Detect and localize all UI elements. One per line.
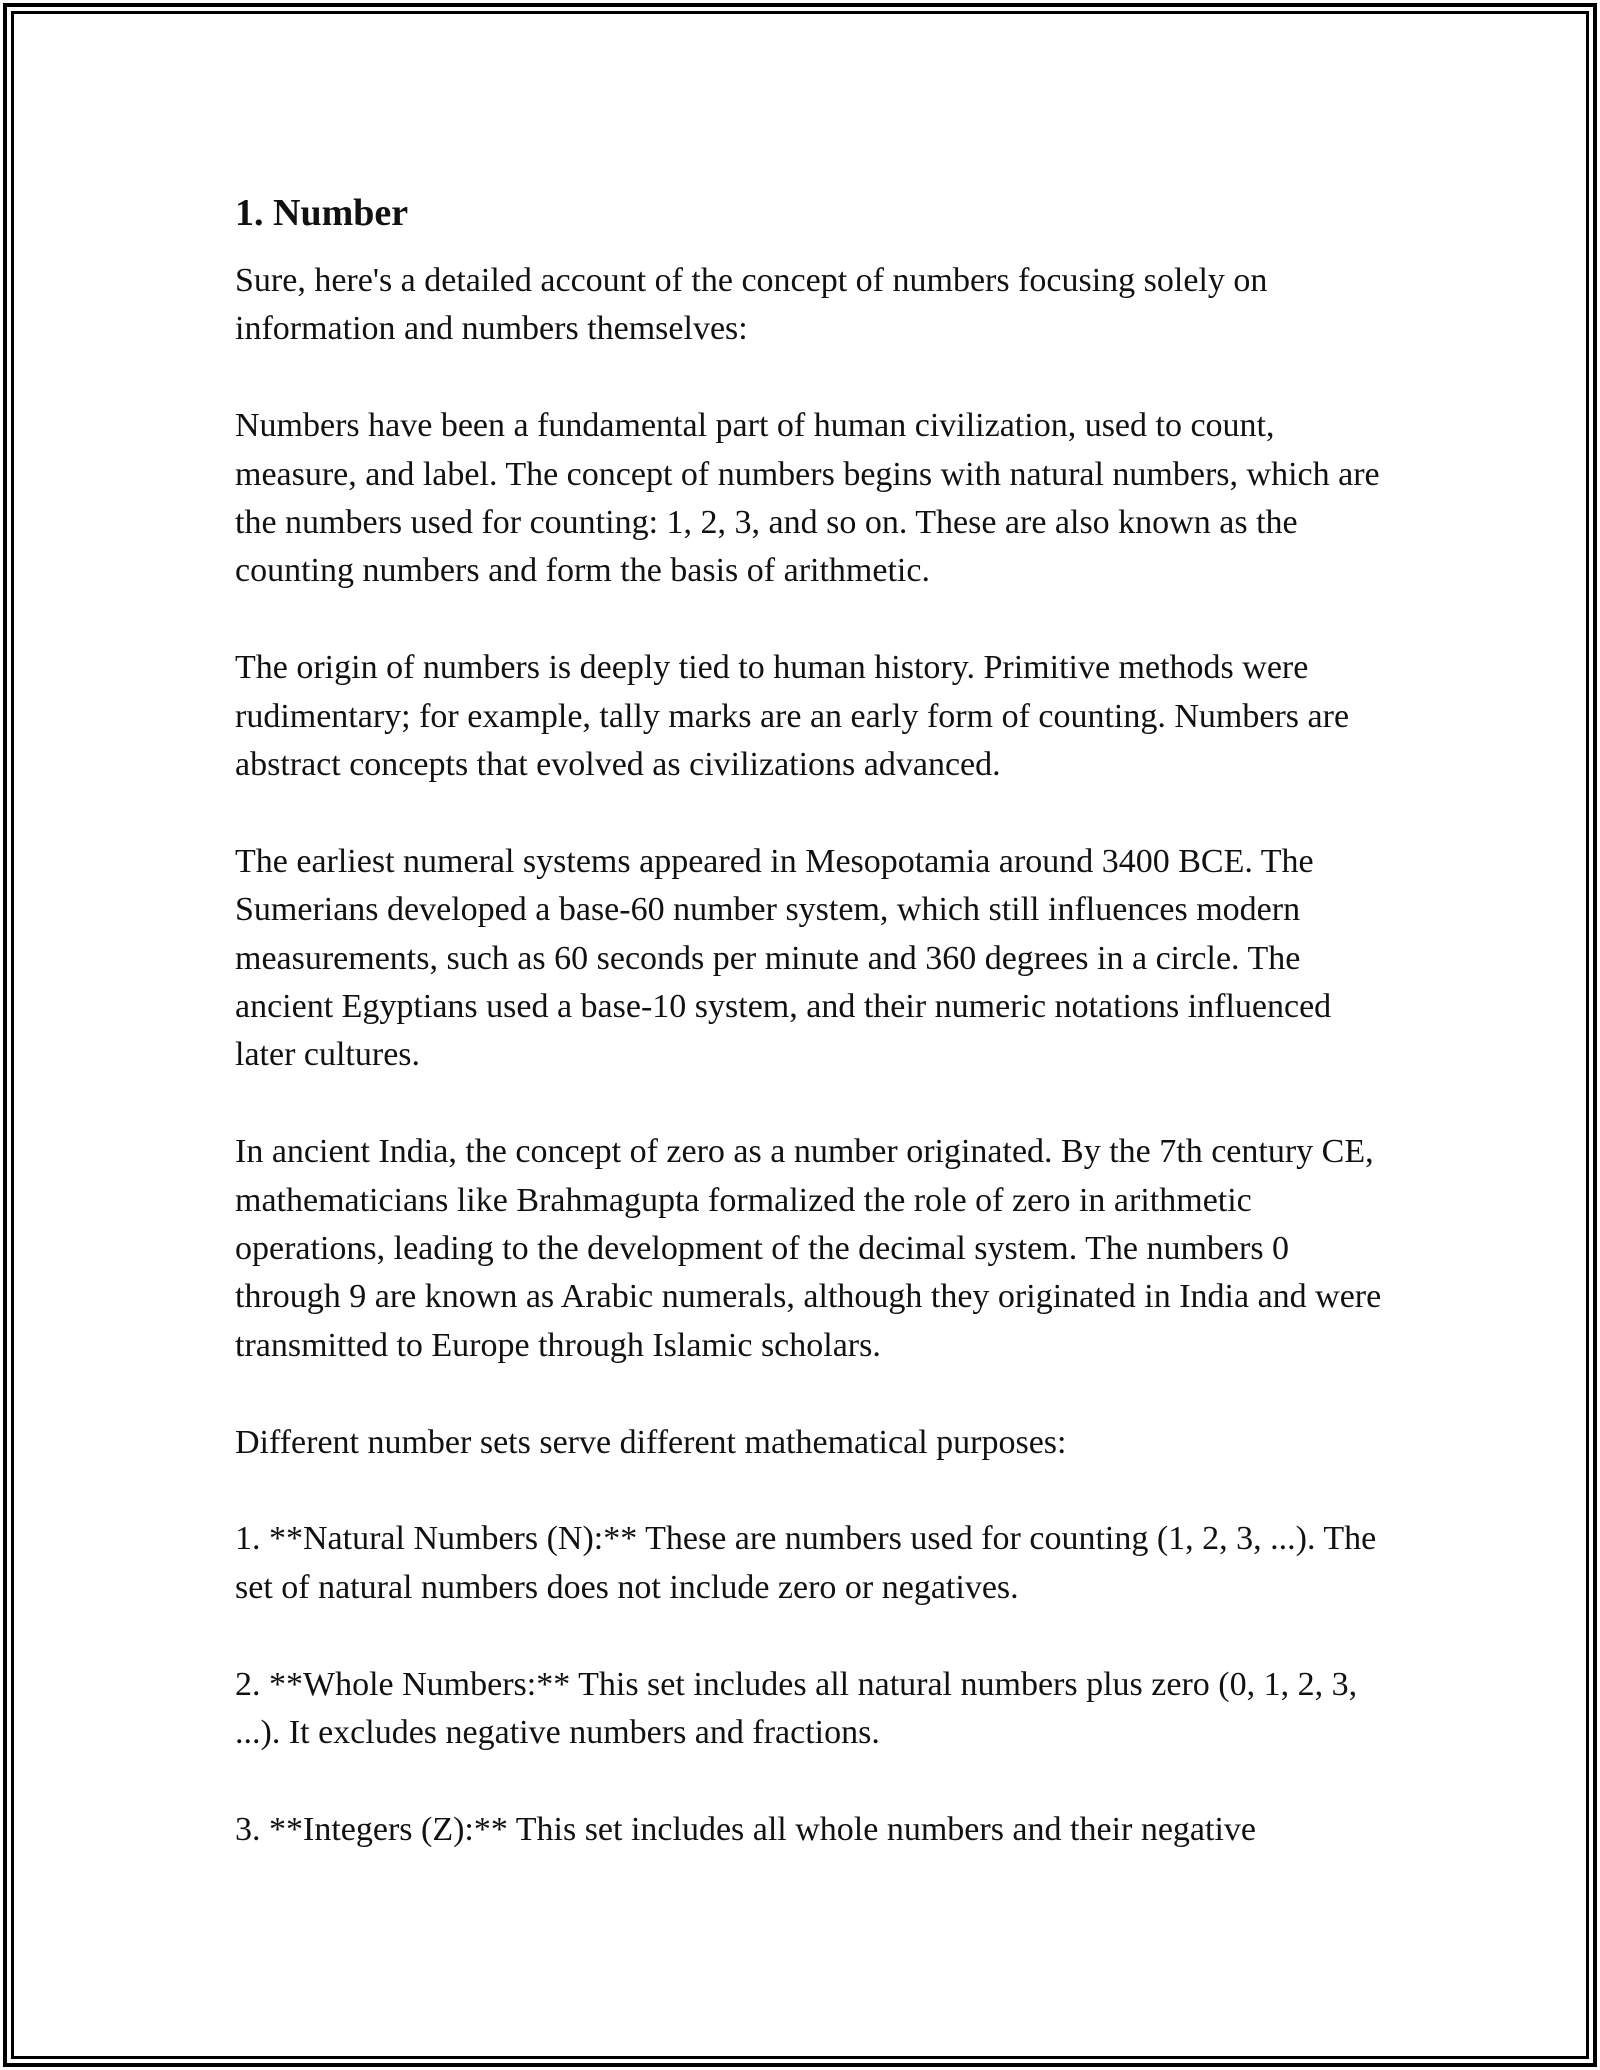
paragraph-number-sets-intro: Different number sets serve different mathematical purposes: bbox=[235, 1423, 1067, 1461]
list-item-whole-numbers: 2. **Whole Numbers:** This set includes all natural numbers plus zero (0, 1, 2, 3, ...). It excludes negative numbers and fractions. bbox=[235, 1665, 1358, 1752]
paragraph-origin: The origin of numbers is deeply tied to human history. Primitive methods were rudimentary; for example, tally marks are an early form of counting. Numbers are abstract concepts that evolved as civilizations advanced. bbox=[235, 649, 1350, 784]
list-item-integers: 3. **Integers (Z):** This set includes all whole numbers and their negative bbox=[235, 1810, 1256, 1848]
list-item-natural-numbers: 1. **Natural Numbers (N):** These are numbers used for counting (1, 2, 3, ...). The set of natural numbers does not include zero or negatives. bbox=[235, 1520, 1377, 1606]
paragraph-natural-numbers: Numbers have been a fundamental part of human civilization, used to count, measure, and label. The concept of numbers begins with natural numbers, which are the numbers used for counting: 1, 2, 3, and so on. These are also known as the counting numbers and form the basis of arithmetic. bbox=[235, 407, 1380, 590]
paragraph-mesopotamia: The earliest numeral systems appeared in Mesopotamia around 3400 BCE. The Sumerians developed a base-60 number system, which still influences modern measurements, such as 60 seconds per minute and 360 degrees in a circle. The ancient Egyptians used a base-10 system, and their numeric notations influenced later cultures. bbox=[235, 842, 1332, 1074]
section-heading: 1. Number bbox=[235, 192, 409, 234]
document-body bbox=[235, 185, 1395, 1903]
intro-paragraph: Sure, here's a detailed account of the concept of numbers focusing solely on information and numbers themselves: bbox=[235, 262, 1268, 348]
paragraph-india-zero: In ancient India, the concept of zero as a number originated. By the 7th century CE, mathematicians like Brahmagupta formalized the role of zero in arithmetic operations, leading to the development of the decimal system. The numbers 0 through 9 are known as Arabic numerals, although they originated in India and were transmitted to Europe through Islamic scholars. bbox=[235, 1133, 1382, 1364]
